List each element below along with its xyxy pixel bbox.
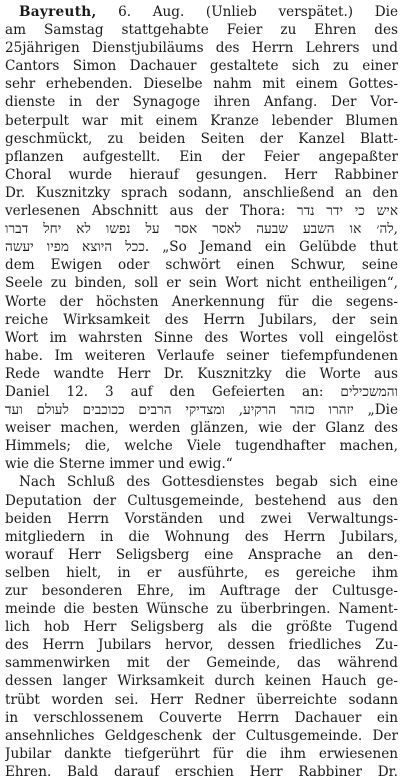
article-line-text: 6. Aug. (Unlieb verspätet.) Die: [118, 4, 398, 20]
article-line: reiche Wirksamkeit des Herrn Jubilars, der sein: [5, 311, 398, 328]
article-line: ansehnliches Geldgeschenk der Cultusgemeinde. Der: [5, 727, 398, 744]
article-line: dem Ewigen oder schwört einen Schwur, seine: [5, 257, 398, 274]
paragraph-1: [5, 3, 398, 473]
article-line: Rede wandte Herr Dr. Kusznitzky die Worte aus: [5, 365, 398, 382]
article-line: לה׳ או השבע שבעה לאסר אסר על נפשו לא יחל דברו,: [5, 221, 398, 238]
article-line: sammenwirken mit der Gemeinde, das während: [5, 655, 398, 672]
article-line: Nach Schluß des Gottesdienstes begab sich eine: [19, 474, 398, 491]
article-line: dienste in der Synagoge ihren Anfang. Der Vor-: [5, 94, 398, 111]
paragraph-2: [5, 473, 398, 781]
article-line: יזהרו כזהר הרקיע, ומצדיקי הרבים ככוכבים לעולם ועד „Die: [5, 402, 398, 419]
article-line: sehr erhebenden. Dieselbe nahm mit einem Gottes-: [5, 76, 398, 93]
article-line: verlesenen Abschnitt aus der Thora: איש כי ידר נדר: [5, 203, 398, 220]
article-line: Worte der höchsten Anerkennung für die segens-: [5, 293, 398, 310]
article-line: meinde die besten Wünsche zu überbringen. Nament-: [5, 601, 398, 618]
article-line: Wort im wahrsten Sinne des Wortes voll eingelöst: [5, 329, 398, 346]
article-line: mitgliedern in die Wohnung des Herrn Jubilars,: [5, 528, 398, 545]
article-line: Ehren. Bald darauf erschien Herr Rabbiner Dr.: [5, 763, 398, 780]
article-line: habe. Im weiteren Verlaufe seiner tiefempfundenen: [5, 347, 398, 364]
article-line: Daniel 12. 3 auf den Gefeierten an: והמשכילים: [5, 383, 398, 400]
article-line: Himmels; die, welche Viele tugendhafter machen,: [5, 438, 398, 455]
article-line: worauf Herr Seligsberg eine Ansprache an den-: [5, 546, 398, 563]
article-line: in verschlossenem Couverte Herrn Dachauer ein: [5, 709, 398, 726]
article-line: zur besonderen Ehre, im Auftrage der Cultusge-: [5, 583, 398, 599]
article-line: dessen langer Wirksamkeit durch keinen Hauch ge-: [5, 673, 398, 690]
article-line: weiser machen, werden glänzen, wie der Glanz des: [5, 420, 398, 437]
article-line: [5, 3, 398, 21]
article-line: wie die Sterne immer und ewig.“: [5, 456, 233, 473]
article-line: ככל היוצא מפיו יעשה. „So Jemand ein Gelübde thut: [5, 239, 398, 256]
article-line: pflanzen aufgestellt. Ein der Feier angepaßter: [5, 148, 398, 165]
article-line: beiden Herrn Vorständen und zwei Verwaltungs-: [5, 510, 398, 527]
article-line: Cantors Simon Dachauer gestaltete sich zu einer: [5, 58, 398, 75]
article-line: Dr. Kusznitzky sprach sodann, anschließend an den: [5, 184, 398, 201]
article-line: trübt worden sei. Herr Redner überreichte sodann: [5, 691, 398, 708]
article-line: geschmückt, zu beiden Seiten der Kanzel Blatt-: [5, 130, 398, 147]
article-line: 25jährigen Dienstjubiläums des Herrn Lehrers und: [5, 40, 398, 57]
article-line: beterpult war mit einem Kranze lebender Blumen: [5, 112, 398, 129]
article-line: lich hob Herr Seligsberg als die größte Tugend: [5, 619, 398, 636]
article-line: Seele zu binden, soll er sein Wort nicht entheiligen“,: [5, 275, 398, 292]
article-line: Jubilar dankte tiefgerührt für die ihm erwiesenen: [5, 745, 398, 762]
article-line: selben hielt, in er ausführte, es gereiche ihm: [5, 564, 398, 581]
article-line: am Samstag stattgehabte Feier zu Ehren des: [5, 22, 398, 39]
article-line: des Herrn Jubilars hervor, dessen friedliches Zu-: [5, 637, 398, 654]
dateline-heading: Bayreuth,: [19, 4, 97, 20]
article-line: Choral wurde hierauf gesungen. Herr Rabbiner: [5, 166, 398, 183]
article-line: Deputation der Cultusgemeinde, bestehend aus den: [5, 492, 398, 509]
